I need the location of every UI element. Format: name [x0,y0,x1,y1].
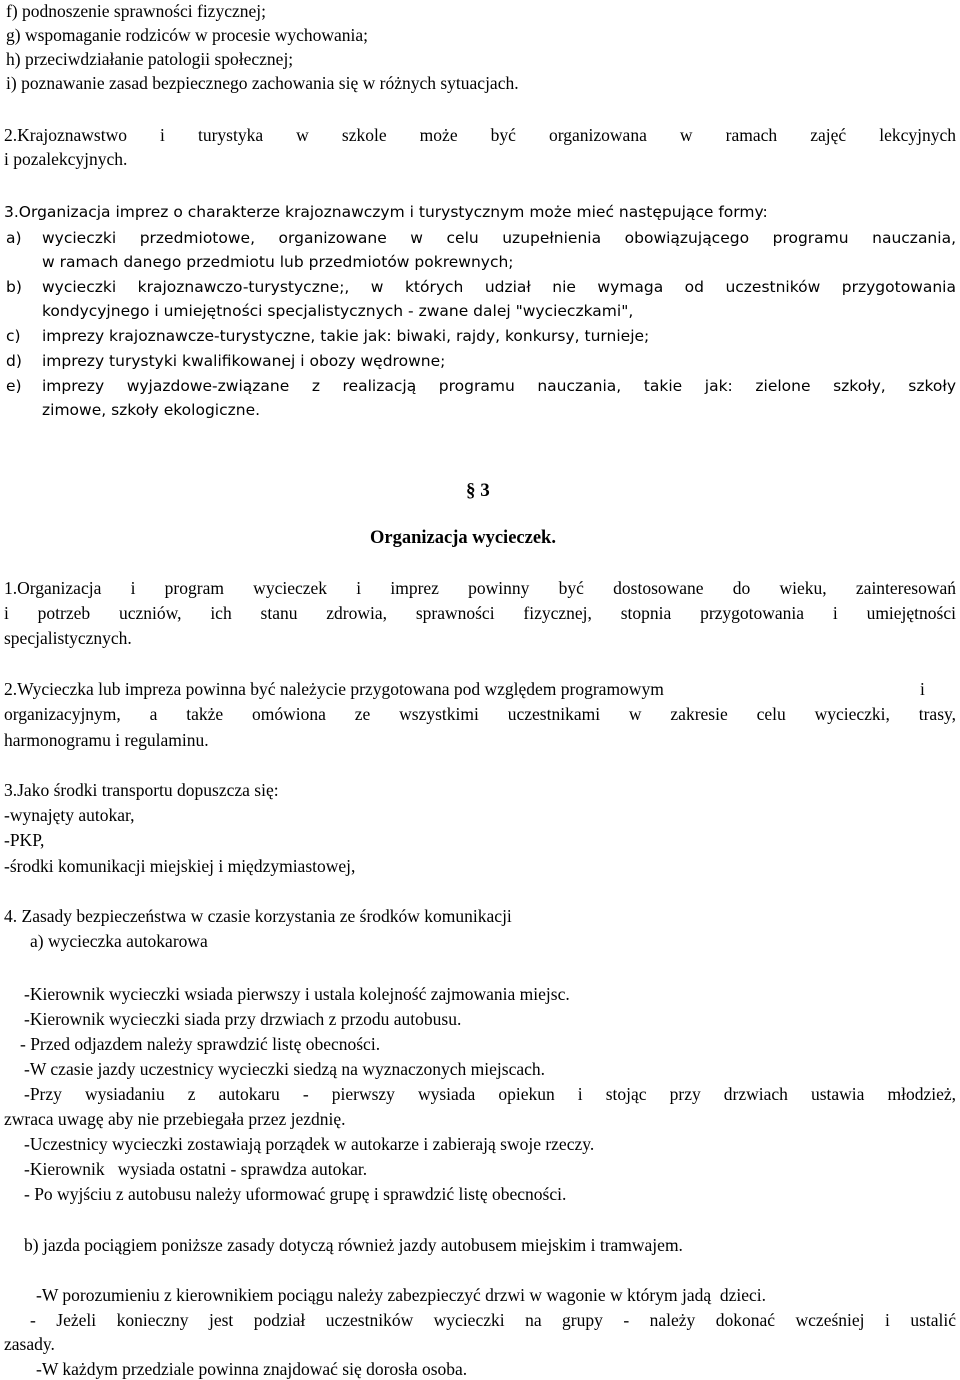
list-item-f: f) podnoszenie sprawności fizycznej; [6,1,266,21]
s3-line-4: -środki komunikacji miejskiej i międzymiastowej, [4,856,356,876]
item-a-line-2: w ramach danego przedmiotu lub przedmiotów pokrewnych; [42,253,514,271]
item-c-line-1: imprezy krajoznawcze-turystyczne, takie jak: biwaki, rajdy, konkursy, turnieje; [42,327,650,345]
s3-line-2: -wynajęty autokar, [4,805,135,825]
s1-line-2: i potrzeb uczniów, ich stanu zdrowia, sprawności fizycznej, stopnia przygotowania i umiejętności [4,603,956,623]
s3-line-1: 3.Jako środki transportu dopuszcza się: [4,780,279,800]
s4-b-line-4: -W każdym przedziale powinna znajdować się dorosła osoba. [36,1359,468,1379]
s4-a-line-7: -Uczestnicy wycieczki zostawiają porządek w autokarze i zabierają swoje rzeczy. [24,1134,595,1154]
s4-a-line-1: -Kierownik wycieczki wsiada pierwszy i ustala kolejność zajmowania miejsc. [24,984,570,1004]
s4-a-line-9: - Po wyjściu z autobusu należy uformować grupę i sprawdzić listę obecności. [24,1184,567,1204]
paragraph-2-line-2: i pozalekcyjnych. [4,149,128,169]
s4-b-title: b) jazda pociągiem poniższe zasady dotyczą również jazdy autobusem miejskim i tramwajem. [24,1235,683,1255]
list-item-h: h) przeciwdziałanie patologii społecznej; [6,49,294,69]
s2-line-2: organizacyjnym, a także omówiona ze wszystkimi uczestnikami w zakresie celu wycieczki, trasy, [4,704,956,724]
item-a-line-1: wycieczki przedmiotowe, organizowane w celu uzupełnienia obowiązującego programu nauczania, [42,229,956,247]
s4-a-line-3: - Przed odjazdem należy sprawdzić listę obecności. [20,1034,381,1054]
s2-line-3: harmonogramu i regulaminu. [4,730,209,750]
s4-a-line-5: -Przy wysiadaniu z autokaru - pierwszy wysiada opiekun i stojąc przy drzwiach ustawia młodzież, [24,1084,956,1104]
s4-a-line-4: -W czasie jazdy uczestnicy wycieczki siedzą na wyznaczonych miejscach. [24,1059,546,1079]
s1-line-3: specjalistycznych. [4,628,132,648]
s4-a-title: a) wycieczka autokarowa [30,931,208,951]
list-item-g: g) wspomaganie rodziców w procesie wychowania; [6,25,369,45]
s4-b-line-3: zasady. [4,1334,55,1354]
item-d-label: d) [6,352,22,370]
s2-line-1-tail: i [920,679,925,699]
section-title: Organizacja wycieczek. [370,528,556,548]
item-b-line-2: kondycyjnego i umiejętności specjalistycznych - zwane dalej "wycieczkami", [42,302,634,320]
s4-a-line-8: -Kierownik wysiada ostatni - sprawdza autokar. [24,1159,368,1179]
item-b-label: b) [6,278,22,296]
list-item-i: i) poznawanie zasad bezpiecznego zachowania się w różnych sytuacjach. [6,73,519,93]
s4-title: 4. Zasady bezpieczeństwa w czasie korzystania ze środków komunikacji [4,906,512,926]
item-e-line-1: imprezy wyjazdowe-związane z realizacją programu nauczania, takie jak: zielone szkoły, szkoły [42,377,956,395]
item-e-line-2: zimowe, szkoły ekologiczne. [42,401,261,419]
item-a-label: a) [6,229,22,247]
s1-line-1: 1.Organizacja i program wycieczek i imprez powinny być dostosowane do wieku, zainteresowań [4,578,956,598]
s3-line-3: -PKP, [4,830,45,850]
item-e-label: e) [6,377,22,395]
item-d-line-1: imprezy turystyki kwalifikowanej i obozy wędrowne; [42,352,446,370]
paragraph-2-line-1: 2.Krajoznawstwo i turystyka w szkole może być organizowana w ramach zajęć lekcyjnych [4,125,956,145]
s4-a-line-2: -Kierownik wycieczki siada przy drzwiach z przodu autobusu. [24,1009,462,1029]
s4-a-line-6: zwraca uwagę aby nie przebiegała przez jezdnię. [4,1109,346,1129]
s4-b-line-1: -W porozumieniu z kierownikiem pociągu należy zabezpieczyć drzwi w wagonie w którym jadą dzieci. [36,1285,767,1305]
s2-line-1: 2.Wycieczka lub impreza powinna być należycie przygotowana pod względem programowym [4,679,664,699]
paragraph-3-intro: 3.Organizacja imprez o charakterze krajoznawczym i turystycznym może mieć następujące formy: [4,203,768,221]
s4-b-line-2: - Jeżeli konieczny jest podział uczestników wycieczki na grupy - należy dokonać wcześniej i ustalić [30,1310,956,1330]
item-c-label: c) [6,327,21,345]
item-b-line-1: wycieczki krajoznawczo-turystyczne;, w których udział nie wymaga od uczestników przygotowania [42,278,956,296]
section-sign: § 3 [466,480,490,501]
